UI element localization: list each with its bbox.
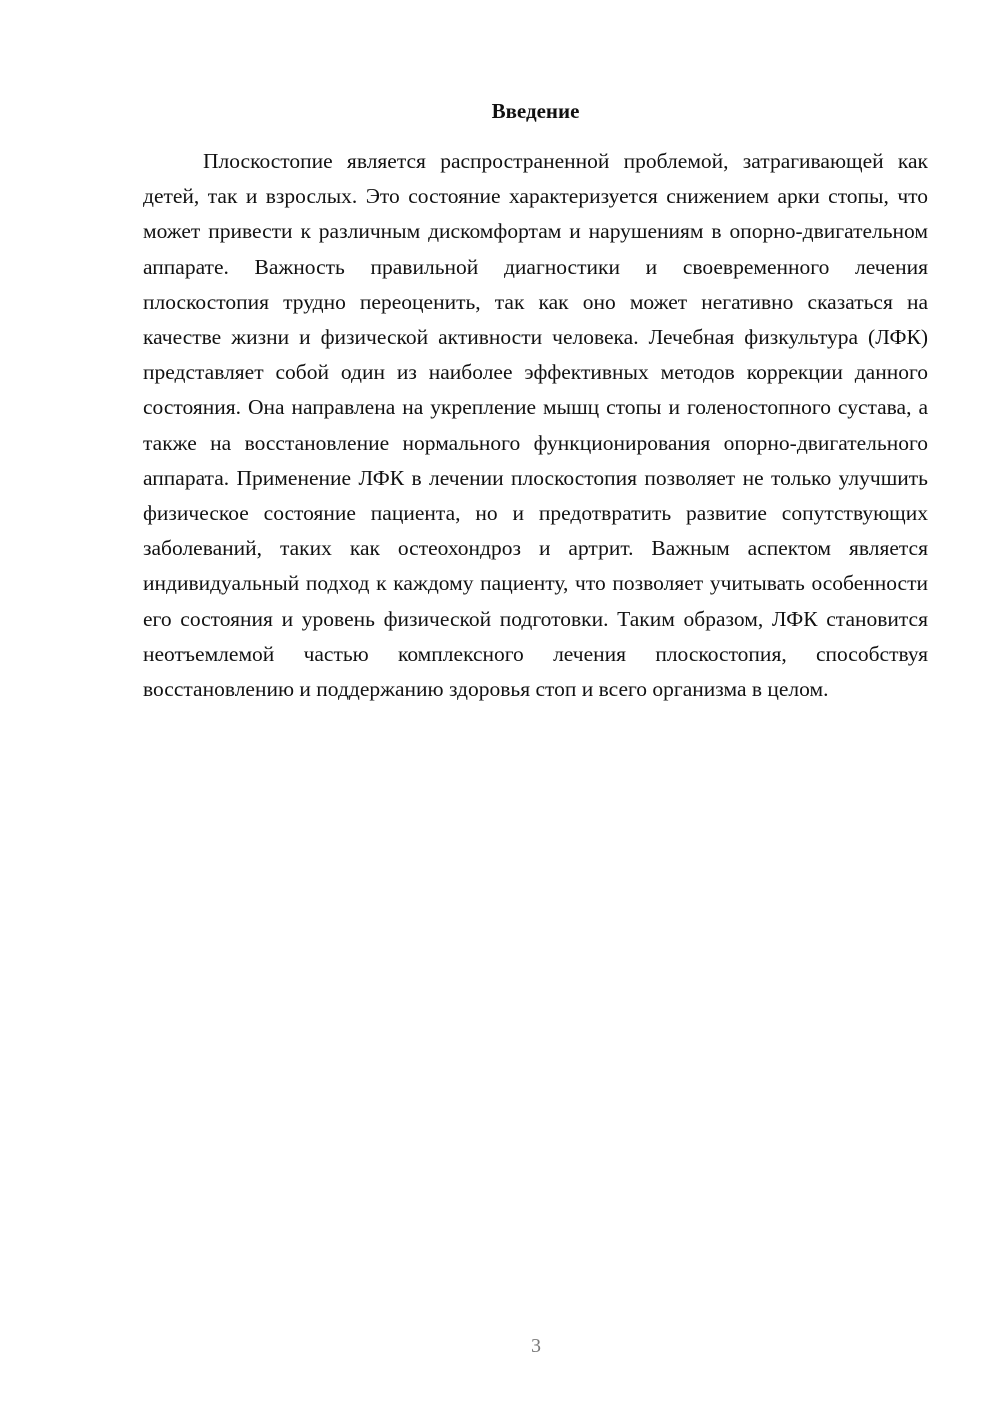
section-heading: Введение — [491, 99, 580, 123]
page-number: 3 — [531, 1335, 541, 1357]
body-paragraph: Плоскостопие является распространенной проблемой, затрагивающей как детей, так и взрослых. Это состояние характеризуется снижением арки стопы, что может привести к различным дискомфортам и нарушениям в опорно-двигательном аппарате. Важность правильной диагностики и своевременного лечения плоскостопия трудно переоценить, так как оно может негативно сказаться на качестве жизни и физической активности человека. Лечебная физкультура (ЛФК) представляет собой один из наиболее эффективных методов коррекции данного состояния. Она направлена на укрепление мышц стопы и голеностопного сустава, а также на восстановление нормального функционирования опорно-двигательного аппарата. Применение ЛФК в лечении плоскостопия позволяет не только улучшить физическое состояние пациента, но и предотвратить развитие сопутствующих заболеваний, таких как остеохондроз и артрит. Важным аспектом является индивидуальный подход к каждому пациенту, что позволяет учитывать особенности его состояния и уровень физической подготовки. Таким образом, ЛФК становится неотъемлемой частью комплексного лечения плоскостопия, способствуя восстановлению и поддержанию здоровья стоп и всего организма в целом. — [143, 149, 928, 702]
